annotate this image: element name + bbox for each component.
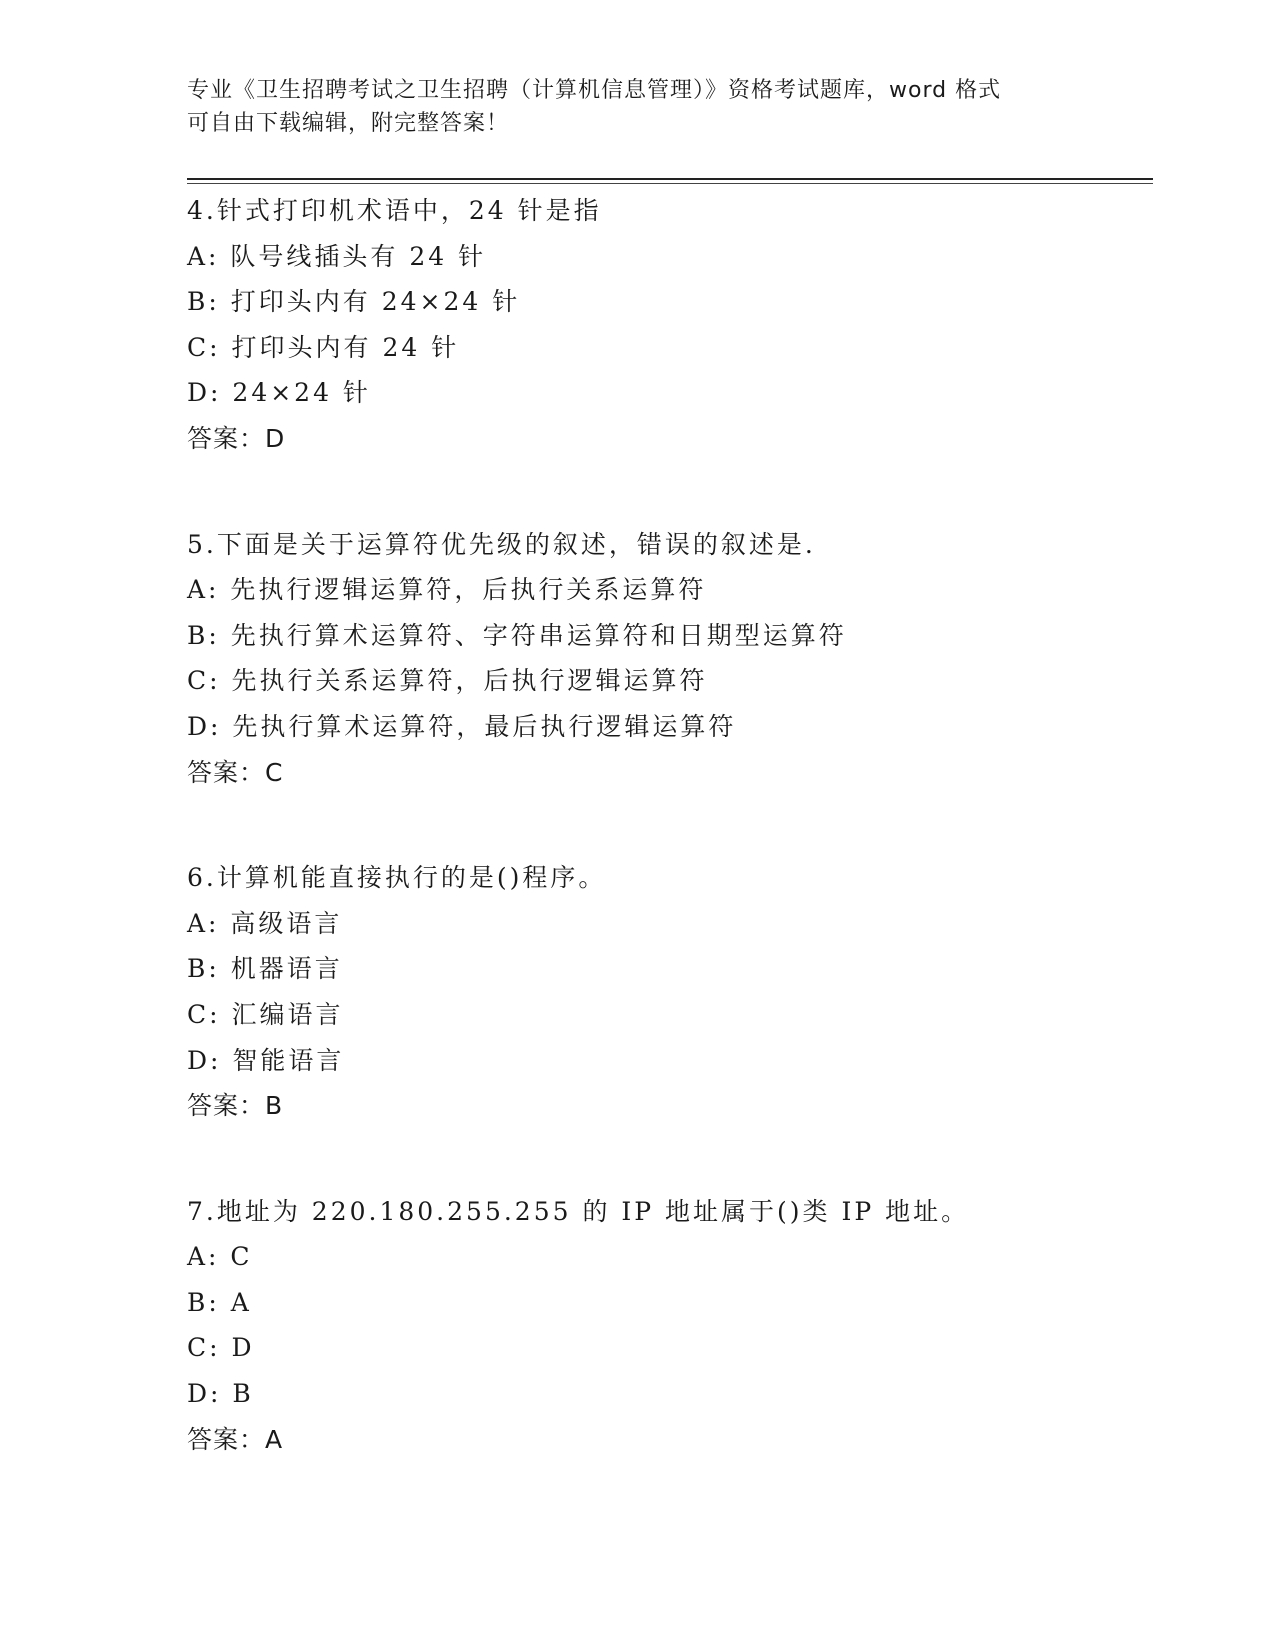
answer: 答案：D: [187, 423, 286, 453]
header-line-2: 可自由下载编辑，附完整答案！: [187, 111, 510, 136]
option-c: C: 打印头内有 24 针: [187, 332, 460, 362]
document-header: [187, 74, 1087, 140]
option-d: D: 24×24 针: [187, 378, 371, 408]
option-b: B: 先执行算术运算符、字符串运算符和日期型运算符: [187, 620, 847, 650]
option-b: B: A: [187, 1287, 252, 1317]
option-a: A: 高级语言: [187, 908, 343, 938]
option-b: B: 打印头内有 24×24 针: [187, 287, 521, 317]
question-6: [187, 855, 1147, 1129]
question-list: [187, 188, 1147, 1462]
option-d: D: B: [187, 1379, 254, 1409]
answer: 答案：B: [187, 1091, 284, 1121]
option-d: D: 先执行算术运算符，最后执行逻辑运算符: [187, 711, 737, 741]
header-line-1: 专业《卫生招聘考试之卫生招聘（计算机信息管理）》资格考试题库，word 格式: [187, 78, 1002, 103]
header-divider-thin: [187, 183, 1153, 184]
answer: 答案：C: [187, 757, 284, 787]
option-c: C: 汇编语言: [187, 999, 344, 1029]
option-a: A: C: [187, 1242, 253, 1272]
question-5: [187, 522, 1147, 796]
question-stem: 5.下面是关于运算符优先级的叙述，错误的叙述是.: [187, 529, 816, 559]
option-b: B: 机器语言: [187, 954, 343, 984]
option-a: A: 先执行逻辑运算符，后执行关系运算符: [187, 575, 707, 605]
option-c: C: 先执行关系运算符，后执行逻辑运算符: [187, 666, 708, 696]
question-4: [187, 188, 1147, 462]
answer: 答案：A: [187, 1424, 284, 1454]
question-stem: 7.地址为 220.180.255.255 的 IP 地址属于()类 IP 地址。: [187, 1196, 970, 1226]
option-a: A: 队号线插头有 24 针: [187, 241, 487, 271]
option-c: C: D: [187, 1333, 255, 1363]
header-divider-thick: [187, 178, 1153, 180]
question-stem: 6.计算机能直接执行的是()程序。: [187, 863, 607, 893]
option-d: D: 智能语言: [187, 1045, 345, 1075]
question-stem: 4.针式打印机术语中，24 针是指: [187, 196, 602, 225]
question-7: [187, 1189, 1147, 1463]
